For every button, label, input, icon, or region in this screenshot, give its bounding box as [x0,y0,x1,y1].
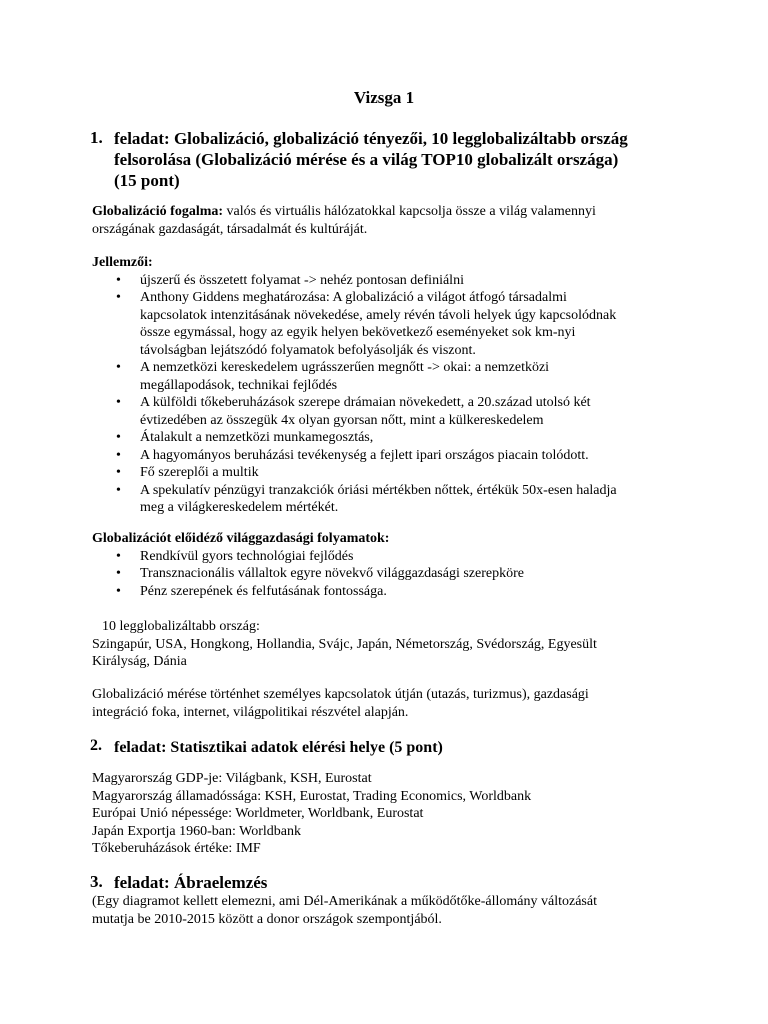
list-item [92,464,692,482]
item-line: • A spekulatív pénzügyi tranzakciók óriási mértékben nőttek, értékük 50x-esen haladja [140,482,617,498]
processes-list [92,548,692,601]
item-line: • Átalakult a nemzetközi munkamegosztás, [140,430,374,445]
heading-line: feladat: Globalizáció, globalizáció tényezői, 10 legglobalizáltabb ország [114,129,628,148]
question-title [114,128,690,191]
list-item [92,447,692,465]
question-number: 2. [90,737,102,754]
list-item [92,272,692,290]
question-number: 1. [90,128,103,147]
question-title: feladat: Ábraelemzés [114,873,268,892]
paragraph-line: Globalizáció mérése történhet személyes kapcsolatok útján (utazás, turizmus), gazdasági [92,687,589,702]
item-line: kapcsolatok intenzitásának növekedése, amely révén távoli helyek úgy kapcsolódnak [140,307,617,323]
processes-label: Globalizációt előidéző világgazdasági folyamatok: [92,531,390,546]
question-number: 3. [90,872,103,891]
paragraph-line: (Egy diagramot kellett elemezni, ami Dél-Amerikának a működőtőke-állomány változását [92,894,597,909]
question-3-text [92,893,692,928]
item-line: • Anthony Giddens meghatározása: A globalizáció a világot átfogó társadalmi [140,290,567,305]
statistics-sources [92,770,692,858]
list-item [92,429,692,447]
item-line: • A hagyományos beruházási tevékenység a fejlett ipari országos piacain tolódott. [140,447,589,463]
list-item: • Pénz szerepének és felfutásának fontossága. [92,583,692,601]
source-line: Japán Exportja 1960-ban: Worldbank [92,823,301,839]
measurement-paragraph [92,686,692,721]
source-line: Magyarország GDP-je: Világbank, KSH, Eurostat [92,771,372,786]
item-line: össze egymással, hogy az egyik helyen bekövetkező eseményeket sok km-nyi [140,325,576,340]
item-line: • újszerű és összetett folyamat -> nehéz pontosan definiálni [140,272,464,288]
list-item [92,394,692,429]
list-item [92,289,692,359]
top10-section [92,618,692,671]
question-3-heading [90,872,690,893]
item-line: • A nemzetközi kereskedelem ugrásszerűen megnőtt -> okai: a nemzetközi [140,360,550,375]
processes-section [92,530,692,600]
question-title: feladat: Statisztikai adatok elérési helye (5 pont) [114,739,443,756]
heading-line: felsorolása (Globalizáció mérése és a világ TOP10 globalizált országa) [114,150,619,169]
source-line: Európai Unió népessége: Worldmeter, Worldbank, Eurostat [92,806,424,821]
list-item: • Rendkívül gyors technológiai fejlődés [92,548,692,566]
list-item: • Transznacionális vállaltok egyre növekvő világgazdasági szerepköre [92,565,692,583]
question-1-heading [90,128,690,191]
features-section [92,254,692,517]
top10-label: 10 legglobalizáltabb ország: [102,619,260,634]
paragraph-line: országának gazdaságát, társadalmát és kultúráját. [92,221,368,237]
item-line: • Fő szereplői a multik [140,465,259,480]
paragraph-line: integráció foka, internet, világpolitikai részvétel alapján. [92,704,409,720]
features-list [92,272,692,517]
source-line: Magyarország államadóssága: KSH, Eurostat, Trading Economics, Worldbank [92,788,532,804]
item-line: évtizedében az összegük 4x olyan gyorsan nőtt, mint a külkereskedelem [140,412,544,428]
paragraph-line: Királyság, Dánia [92,654,187,669]
list-item [92,359,692,394]
page-title: Vizsga 1 [353,88,415,107]
features-label: Jellemzői: [92,255,153,270]
definition-paragraph [92,203,692,238]
item-line: meg a világkereskedelem mértékét. [140,500,339,515]
list-item [92,482,692,517]
question-2-heading [90,737,690,758]
item-line: megállapodások, technikai fejlődés [140,377,338,393]
paragraph-line [92,203,692,221]
source-line: Tőkeberuházások értéke: IMF [92,841,261,856]
paragraph-line: mutatja be 2010-2015 között a donor országok szempontjából. [92,911,442,927]
item-line: • A külföldi tőkeberuházások szerepe drámaian növekedett, a 20.század utolsó két [140,395,591,410]
item-line: távolságban lejátszódó folyamatok befolyásolják és viszont. [140,342,476,358]
definition-label: Globalizáció fogalma: [92,204,224,219]
heading-line: (15 pont) [114,171,180,190]
definition-text: valós és virtuális hálózatokkal kapcsolja össze a világ valamennyi [223,204,596,219]
paragraph-line: Szingapúr, USA, Hongkong, Hollandia, Svájc, Japán, Németország, Svédország, Egyesült [92,636,597,652]
